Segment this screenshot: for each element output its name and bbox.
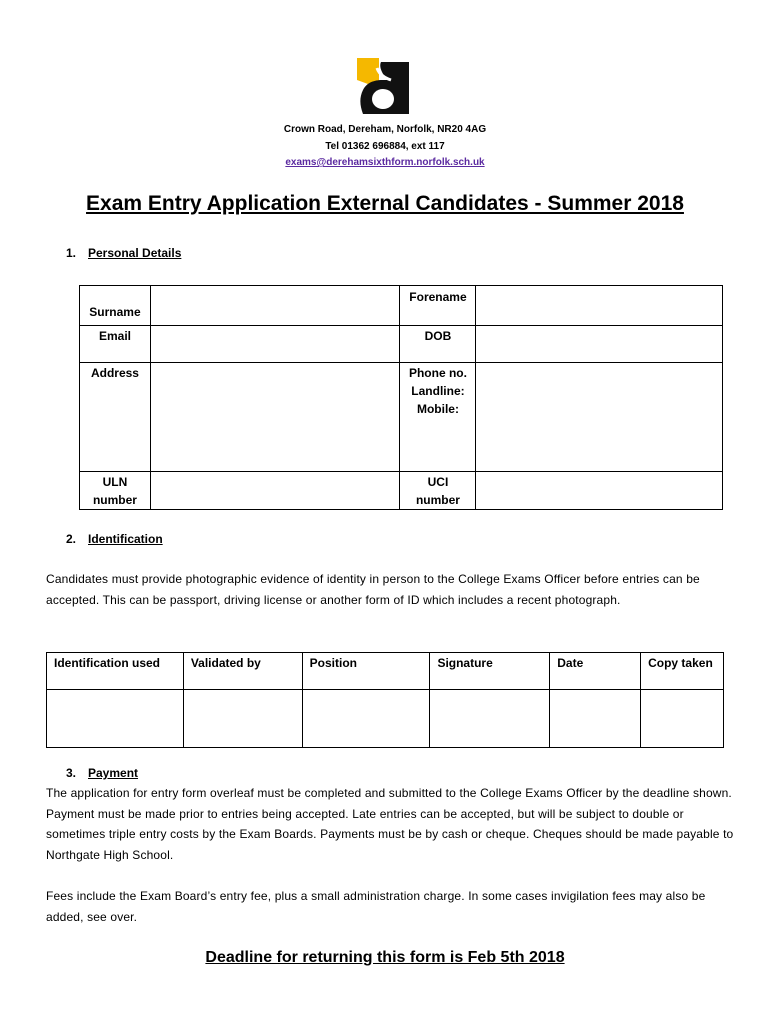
- section-number: 1.: [66, 246, 77, 260]
- fees-text: Fees include the Exam Board’s entry fee, plus a small administration charge. In some cases invigilation fees may also be added, see over.: [46, 889, 706, 924]
- position-field[interactable]: [302, 690, 430, 748]
- address-field[interactable]: [150, 363, 400, 472]
- mobile-label: Mobile:: [416, 402, 459, 416]
- email-line: [0, 157, 770, 168]
- uci-field[interactable]: [476, 472, 723, 510]
- uln-label: ULN: [102, 475, 128, 489]
- uci-label-number: number: [415, 493, 460, 507]
- section-label: Payment: [88, 766, 139, 780]
- section-label: Personal Details: [88, 246, 182, 260]
- address-line: Crown Road, Dereham, Norfolk, NR20 4AG: [283, 124, 487, 135]
- col-date: Date: [550, 653, 641, 690]
- college-logo-icon: [357, 58, 409, 114]
- uln-label-number: number: [92, 493, 137, 507]
- section-personal-heading: [66, 246, 181, 260]
- personal-details-table: [79, 285, 723, 510]
- forename-label: Forename: [400, 286, 476, 326]
- page-title: Exam Entry Application External Candidates - Summer 2018: [86, 192, 684, 215]
- surname-field[interactable]: [150, 286, 400, 326]
- col-identification-used: Identification used: [47, 653, 184, 690]
- identification-table: [46, 652, 724, 748]
- landline-label: Landline:: [411, 384, 465, 398]
- college-logo: [357, 58, 409, 114]
- phone-label-cell: [400, 363, 476, 472]
- section-identification-heading: [66, 532, 163, 546]
- phone-field[interactable]: [476, 363, 723, 472]
- payment-text: The application for entry form overleaf must be completed and submitted to the College Exams Officer by the deadline shown. Payment must be made prior to entries being accepted. Late entries can be accepted, but will be subject to double or sometimes triple entry costs by the Exam Boards. Payments must be by cash or cheque. Cheques should be made payable to Northgate High School.: [46, 786, 734, 862]
- signature-field[interactable]: [430, 690, 550, 748]
- dob-label: DOB: [400, 326, 476, 363]
- email-link[interactable]: exams@derehamsixthform.norfolk.sch.uk: [285, 157, 485, 168]
- col-validated-by: Validated by: [183, 653, 302, 690]
- uci-label-cell: [400, 472, 476, 510]
- deadline-notice: Deadline for returning this form is Feb 5th 2018: [205, 949, 565, 966]
- surname-label: Surname: [80, 286, 151, 326]
- uci-label: UCI: [427, 475, 449, 489]
- col-copy-taken: Copy taken: [641, 653, 724, 690]
- address-label: Address: [80, 363, 151, 472]
- section-number: 3.: [66, 766, 77, 780]
- uln-label-cell: [80, 472, 151, 510]
- identification-text: Candidates must provide photographic evidence of identity in person to the College Exams Officer before entries can be accepted. This can be passport, driving license or another form of ID which includes a recent photograph.: [46, 572, 700, 607]
- validated-by-field[interactable]: [183, 690, 302, 748]
- forename-field[interactable]: [476, 286, 723, 326]
- email-label: Email: [80, 326, 151, 363]
- date-field[interactable]: [550, 690, 641, 748]
- section-label: Identification: [88, 532, 163, 546]
- col-position: Position: [302, 653, 430, 690]
- section-payment-heading: [66, 766, 138, 780]
- col-signature: Signature: [430, 653, 550, 690]
- phone-label: Phone no.: [408, 366, 467, 380]
- copy-taken-field[interactable]: [641, 690, 724, 748]
- section-number: 2.: [66, 532, 77, 546]
- email-field[interactable]: [150, 326, 400, 363]
- phone-line: Tel 01362 696884, ext 117: [325, 141, 445, 152]
- uln-field[interactable]: [150, 472, 400, 510]
- dob-field[interactable]: [476, 326, 723, 363]
- identification-used-field[interactable]: [47, 690, 184, 748]
